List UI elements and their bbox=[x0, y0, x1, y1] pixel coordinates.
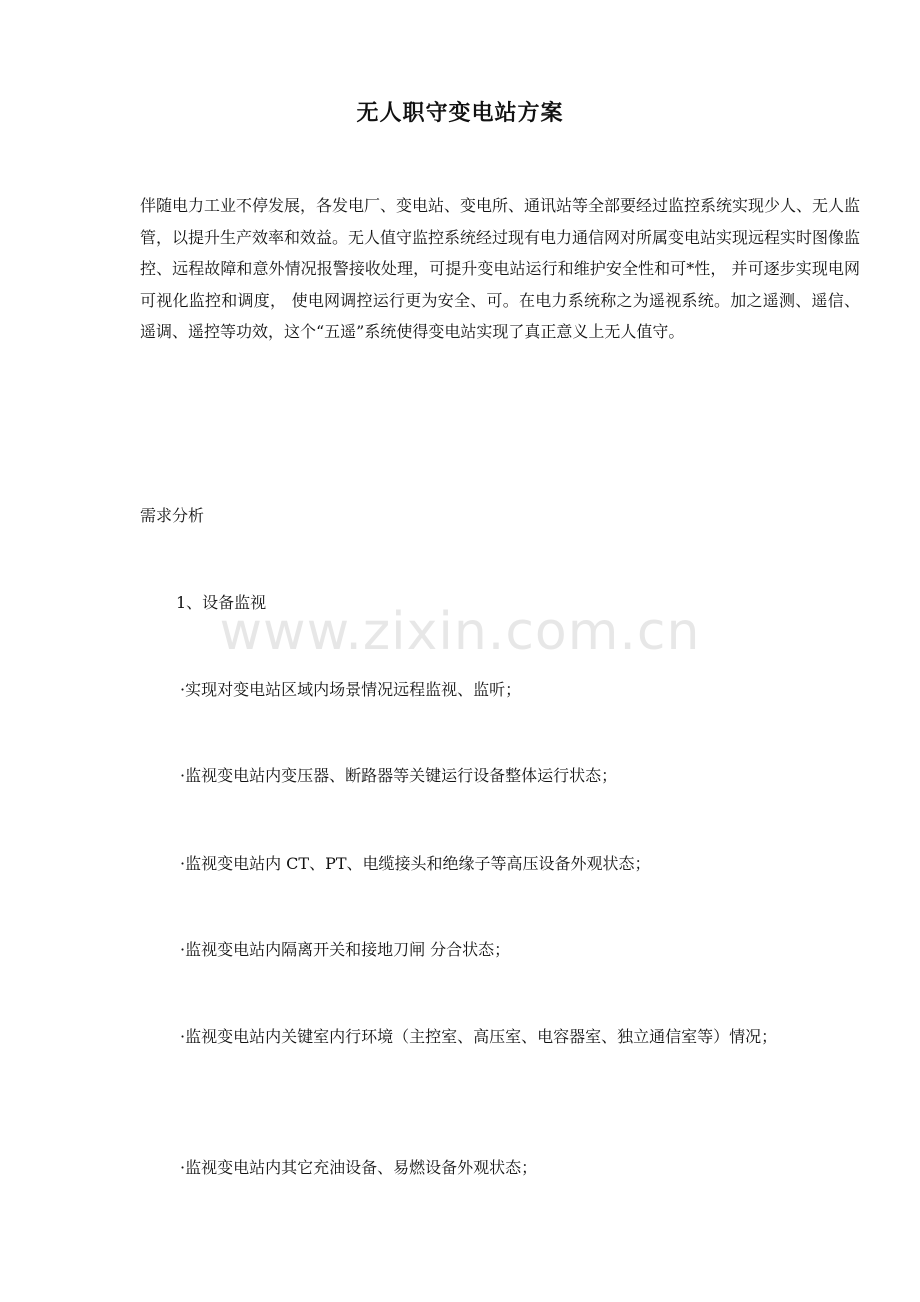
intro-paragraph: 伴随电力工业不停发展，各发电厂、变电站、变电所、通讯站等全部要经过监控系统实现少人、无人监管，以提升生产效率和效益。无人值守监控系统经过现有电力通信网对所属变电站实现远程实时图像监控、远程故障和意外情况报警接收处理，可提升变电站运行和维护安全性和可*性， 并可逐步实现电网可视化监控和调度， 使电网调控运行更为安全、可。在电力系统称之为遥视系统。加之遥测、遥信、遥调、遥控等功效，这个“五遥”系统使得变电站实现了真正意义上无人值守。 bbox=[140, 196, 861, 341]
bullet-item: ·监视变电站内 CT、PT、电缆接头和绝缘子等高压设备外观状态； bbox=[180, 854, 651, 873]
bullet-item: ·监视变电站内隔离开关和接地刀闸 分合状态； bbox=[180, 940, 511, 959]
sub-heading: 1、设备监视 bbox=[176, 593, 267, 612]
bullet-item: ·监视变电站内其它充油设备、易燃设备外观状态； bbox=[180, 1158, 538, 1177]
document-title: 无人职守变电站方案 bbox=[356, 100, 564, 126]
bullet-item: ·监视变电站内关键室内行环境（主控室、高压室、电容器室、独立通信室等）情况； bbox=[180, 1027, 778, 1046]
watermark: www.zixin.com.cn bbox=[219, 602, 701, 662]
bullet-item: ·实现对变电站区域内场景情况远程监视、监听； bbox=[180, 680, 522, 699]
section-heading: 需求分析 bbox=[140, 506, 205, 525]
bullet-item: ·监视变电站内变压器、断路器等关键运行设备整体运行状态； bbox=[180, 766, 618, 785]
